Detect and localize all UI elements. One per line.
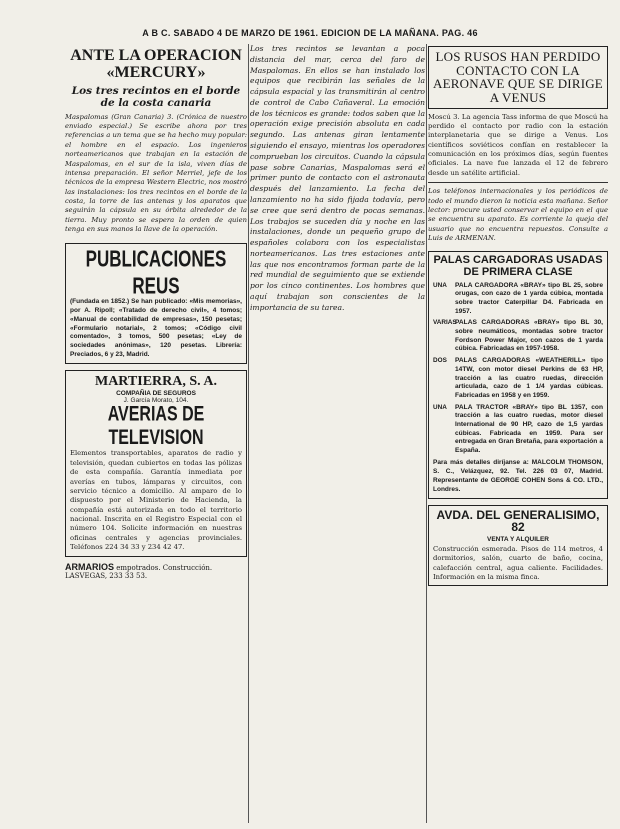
- publicaciones-body: (Fundada en 1852.) Se han publicado: «Mis memorias», por A. Ripoll; «Tratado de derecho civil», 4 tomos; «Manual de contabilidad de empresas», 150 pesetas; «Formulario notarial», 2 tomos; «Código civil comentado», 3 tomos, 500 pesetas; «Ley de sociedades anónimas», 120 pesetas. Librería: Preciados, 6 y 23, Madrid.: [70, 297, 242, 359]
- martierra-body: Elementos transportables, aparatos de radio y televisión, quedan cubiertos en todas las pólizas de esta compañía. Garantía inmediata por averías en tubos, lámparas y circuitos, con servicio técnico a domicilio. Al amparo de lo dispuesto por el Ministerio de Hacienda, la compañía está autorizada en todo el territorio nacional. Inscrita en el Registro Especial con el número 104. Solicite información en nuestras oficinas centrales y agencias provinciales. Teléfonos 224 34 33 y 234 42 47.: [70, 449, 242, 552]
- masthead: A B C. SABADO 4 DE MARZO DE 1961. EDICION DE LA MAÑANA. PAG. 46: [142, 28, 478, 38]
- palas-item-3: [433, 357, 603, 401]
- martierra-subtitle: COMPAÑIA DE SEGUROS: [116, 390, 196, 398]
- martierra-ad: [65, 370, 247, 556]
- mercury-article-body: Maspalomas (Gran Canaria) 3. (Crónica de nuestro enviado especial.) Se escribe ahora por tres referencias a un tema que se ha hecho muy popular: el hombre en el espacio. Los ingenieros norteamericanos que trabajan en la estación de Maspalomas, en el sur de la isla, viven días de intensa preparación. El señor Merriel, jefe de los técnicos de la empresa Western Electric, nos mostró las instalaciones: los tres recintos en el borde de la costa, la torre de las antenas y los aparatos que seguirán la cápsula en su órbita alrededor de la tierra. Muy pronto se espera la orden de quien tenga en sus manos la llave de la operación.: [65, 112, 247, 234]
- generalisimo-ad: [428, 505, 608, 587]
- averias-title: AVERIAS DE TELEVISION: [107, 403, 205, 450]
- publicaciones-title: PUBLICACIONES REUS: [85, 245, 227, 299]
- rusos-body: Moscú 3. La agencia Tass informa de que Moscú ha perdido el contacto por radio con la estación interplanetaria que se dirige a Venus. Los científicos soviéticos confían en restablecer la comunicación en los próximos días, según fuentes oficiales. La nave fue lanzada el 12 de febrero desde un satélite artificial.: [428, 112, 608, 177]
- palas-item-text: PALAS CARGADORAS «BRAY» tipo BL 30, sobre neumáticos, montadas sobre tractor Fordson Power Major, con cazos de 1 yarda cúbica. Fabricadas en 1957-1958.: [455, 319, 603, 353]
- column-rule-1: [248, 44, 249, 823]
- divider: [428, 182, 608, 183]
- palas-item-text: PALAS CARGADORAS «WEATHERILL» tipo 14TW, con motor diesel Perkins de 63 HP, tracción a las cuatro ruedas, dirección articulada, cazo de 1 1/4 yardas cúbicas. Fabricadas en 1958 y en 1959.: [455, 357, 603, 399]
- palas-item-label: VARIAS: [433, 319, 457, 327]
- armarios-label: ARMARIOS: [65, 561, 114, 572]
- palas-item-label: UNA: [433, 281, 447, 289]
- palas-ad: [428, 251, 608, 498]
- armarios-text: empotrados. Construcción. LASVEGAS, 233 33 53.: [65, 563, 213, 580]
- palas-title: PALAS CARGADORAS USADAS DE PRIMERA CLASE: [433, 254, 603, 278]
- column-1: [65, 44, 247, 823]
- mercury-subtitle: Los tres recintos en el borde de la costa canaria: [71, 84, 241, 109]
- generalisimo-body: Construcción esmerada. Pisos de 114 metros, 4 dormitorios, salón, cuarto de baño, cocina, calefacción central, agua caliente. Facilidades. Información en la misma finca.: [433, 544, 603, 582]
- palas-contact: Para más detalles diríjanse a: MALCOLM THOMSON, S. C., Velázquez, 92. Tel. 226 03 07, Madrid. Representante de GEORGE COHEN Sons & CO. LTD., Londres.: [433, 458, 603, 493]
- armenan-body: Los teléfonos internacionales y los periódicos de todo el mundo dieron la noticia esta mañana. Señor lector: procure usted conservar el equipo en el que se encuentra su aparato. Es corriente la queja del usuario que no encuentra repuestos. Consulte a Luis de ARMENAN.: [428, 187, 608, 243]
- palas-item-text: PALA CARGADORA «BRAY» tipo BL 25, sobre orugas, con cazo de 1 yarda cúbica, montada sobre tractor Caterpillar D4. Fabricada en 1957.: [455, 281, 603, 315]
- column-3: [428, 44, 608, 823]
- martierra-company: MARTIERRA, S. A.: [94, 374, 218, 390]
- palas-item-label: UNA: [433, 403, 447, 411]
- generalisimo-title: AVDA. DEL GENERALISIMO, 82: [436, 507, 600, 535]
- column-2: [250, 44, 425, 823]
- rusos-box: [428, 46, 608, 109]
- generalisimo-subtitle: VENTA Y ALQUILER: [487, 535, 549, 543]
- mercury-continued-body: Los tres recintos se levantan a poca distancia del mar, cerca del faro de Maspalomas. En ellos se han instalado los equipos que recibirán las señales de la cápsula espacial y las transmitirán al centro de control de Cabo Cañaveral. La emoción de los técnicos es grande: todos saben que la operación exige precisión absoluta en cada segundo. Las antenas giran lentamente siguiendo el ensayo, mientras los operadores comprueban los circuitos. Cuando la cápsula pase sobre Canarias, Maspalomas será el primer punto de contacto con el astronauta después del lanzamiento. La fecha del lanzamiento no ha sido fijada todavía, pero se cree que será dentro de pocas semanas. Los trabajos se suceden día y noche en las instalaciones, donde un pequeño grupo de españoles colabora con los especialistas norteamericanos. Las tres estaciones ante las que nos encontramos forman parte de la red mundial de seguimiento que se extiende por los cinco continentes. Los hombres que aquí trabajan son conscientes de la importancia de su tarea.: [250, 44, 425, 312]
- palas-item-label: DOS: [433, 357, 447, 365]
- palas-item-1: [433, 282, 603, 317]
- armarios-classified: [65, 562, 247, 580]
- rusos-headline: LOS RUSOS HAN PERDIDO CONTACTO CON LA AERONAVE QUE SE DIRIGE A VENUS: [433, 49, 603, 105]
- mercury-headline: ANTE LA OPERACION «MERCURY»: [70, 47, 242, 81]
- palas-item-2: [433, 319, 603, 354]
- palas-item-text: PALA TRACTOR «BRAY» tipo BL 1357, con tracción a las cuatro ruedas, motor diesel International de 90 HP, cazo de 1,5 yardas cúbicas. Fabricada en 1959. Para ser entregada en Gran Bretaña, para exportación a España.: [455, 403, 603, 455]
- publicaciones-ad: [65, 243, 247, 365]
- palas-item-4: [433, 404, 603, 456]
- martierra-address: J. García Morato, 104.: [123, 397, 189, 405]
- column-rule-2: [426, 44, 427, 823]
